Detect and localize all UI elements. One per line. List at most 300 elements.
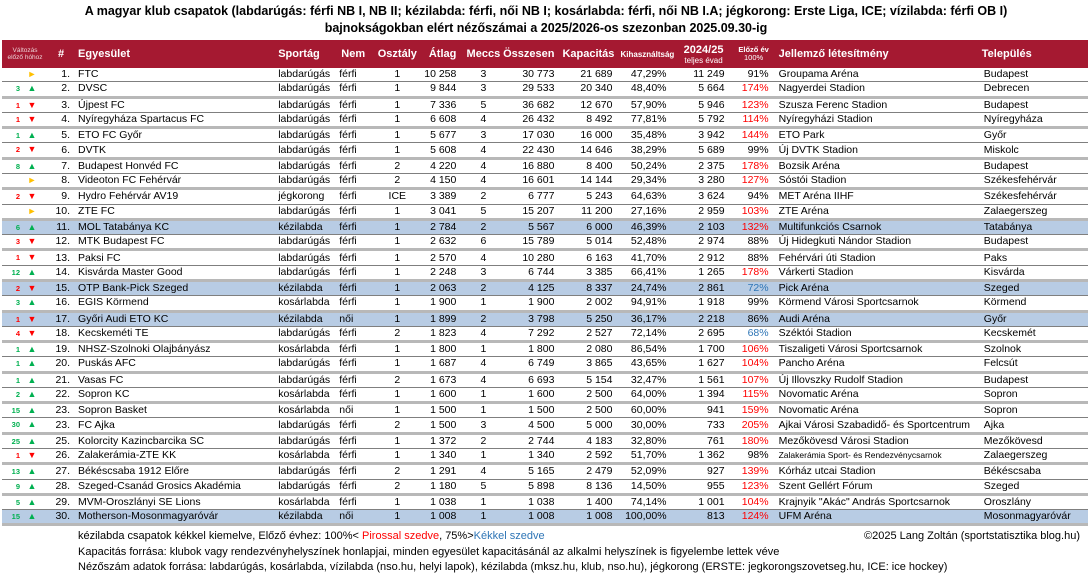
cell-prev_season: 2 695 bbox=[675, 326, 733, 341]
cell-matches: 2 bbox=[464, 219, 502, 234]
cell-avg: 1 899 bbox=[422, 311, 464, 326]
cell-rank-change bbox=[2, 357, 48, 372]
cell-total: 1 340 bbox=[502, 449, 562, 464]
cell-sport: labdarúgás bbox=[274, 265, 337, 280]
cell-name: FTC bbox=[74, 68, 274, 82]
cell-utilization: 32,47% bbox=[620, 372, 674, 387]
table-row bbox=[2, 433, 1088, 448]
up-arrow-icon: ▲ bbox=[27, 344, 37, 355]
cell-utilization: 27,16% bbox=[620, 204, 674, 219]
rank-change-value: 1 bbox=[15, 253, 20, 263]
cell-matches: 2 bbox=[464, 189, 502, 204]
cell-city: Oroszlány bbox=[978, 494, 1088, 509]
cell-total: 36 682 bbox=[502, 97, 562, 112]
cell-capacity: 5 014 bbox=[562, 235, 620, 250]
cell-venue: Mezőkövesd Városi Stadion bbox=[775, 433, 978, 448]
cell-capacity: 5 243 bbox=[562, 189, 620, 204]
cell-rank: 7. bbox=[48, 158, 74, 173]
cell-gender: férfi bbox=[337, 158, 372, 173]
table-row bbox=[2, 357, 1088, 372]
cell-prev_pct: 98% bbox=[733, 449, 775, 464]
cell-prev_pct: 114% bbox=[733, 112, 775, 127]
cell-prev_season: 1 918 bbox=[675, 296, 733, 311]
cell-capacity: 6 163 bbox=[562, 250, 620, 265]
cell-division: 1 bbox=[372, 143, 422, 158]
cell-rank: 3. bbox=[48, 97, 74, 112]
cell-sport: labdarúgás bbox=[274, 433, 337, 448]
cell-avg: 1 372 bbox=[422, 433, 464, 448]
up-arrow-icon: ▲ bbox=[27, 83, 37, 94]
cell-capacity: 2 500 bbox=[562, 403, 620, 418]
cell-prev_season: 761 bbox=[675, 433, 733, 448]
cell-sport: labdarúgás bbox=[274, 372, 337, 387]
copyright-text: ©2025 Lang Zoltán (sportstatisztika blog.hu) bbox=[863, 530, 1080, 543]
cell-city: Körmend bbox=[978, 296, 1088, 311]
cell-city: Zalaegerszeg bbox=[978, 449, 1088, 464]
cell-city: Győr bbox=[978, 128, 1088, 143]
table-row bbox=[2, 128, 1088, 143]
cell-gender: férfi bbox=[337, 235, 372, 250]
cell-avg: 6 608 bbox=[422, 112, 464, 127]
table-row bbox=[2, 112, 1088, 127]
cell-utilization: 48,40% bbox=[620, 82, 674, 97]
cell-city: Sopron bbox=[978, 403, 1088, 418]
cell-sport: labdarúgás bbox=[274, 97, 337, 112]
cell-utilization: 43,65% bbox=[620, 357, 674, 372]
rank-change-value: 8 bbox=[15, 161, 20, 171]
cell-venue: Nyíregyházi Stadion bbox=[775, 112, 978, 127]
cell-prev_season: 2 974 bbox=[675, 235, 733, 250]
cell-avg: 9 844 bbox=[422, 82, 464, 97]
cell-division: 1 bbox=[372, 128, 422, 143]
right-arrow-icon: ► bbox=[27, 205, 37, 216]
cell-rank: 26. bbox=[48, 449, 74, 464]
cell-name: Paksi FC bbox=[74, 250, 274, 265]
cell-city: Mezőkövesd bbox=[978, 433, 1088, 448]
cell-avg: 7 336 bbox=[422, 97, 464, 112]
cell-utilization: 24,74% bbox=[620, 280, 674, 295]
cell-prev_pct: 159% bbox=[733, 403, 775, 418]
cell-utilization: 72,14% bbox=[620, 326, 674, 341]
cell-prev_season: 733 bbox=[675, 418, 733, 433]
cell-capacity: 2 002 bbox=[562, 296, 620, 311]
cell-avg: 1 291 bbox=[422, 464, 464, 479]
cell-total: 4 500 bbox=[502, 418, 562, 433]
cell-matches: 5 bbox=[464, 479, 502, 494]
cell-capacity: 3 385 bbox=[562, 265, 620, 280]
cell-city: Budapest bbox=[978, 158, 1088, 173]
cell-prev_season: 813 bbox=[675, 510, 733, 525]
cell-matches: 5 bbox=[464, 204, 502, 219]
cell-venue: Szusza Ferenc Stadion bbox=[775, 97, 978, 112]
cell-prev_pct: 94% bbox=[733, 189, 775, 204]
up-arrow-icon: ▲ bbox=[27, 388, 37, 399]
cell-division: 1 bbox=[372, 97, 422, 112]
capacity-source-note: Kapacitás forrása: klubok vagy rendezvényhelyszínek honlapjai, minden egyesület kapacitásánál az alkalmi helyszínek is figyelembe lettek véve bbox=[78, 545, 780, 558]
cell-name: Újpest FC bbox=[74, 97, 274, 112]
table-row bbox=[2, 158, 1088, 173]
cell-total: 1 800 bbox=[502, 342, 562, 357]
cell-avg: 1 180 bbox=[422, 479, 464, 494]
cell-city: Szeged bbox=[978, 479, 1088, 494]
rank-change-value: 12 bbox=[11, 267, 20, 277]
cell-rank-change bbox=[2, 219, 48, 234]
cell-name: NHSZ-Szolnoki Olajbányász bbox=[74, 342, 274, 357]
cell-utilization: 66,41% bbox=[620, 265, 674, 280]
cell-rank-change bbox=[2, 128, 48, 143]
cell-utilization: 77,81% bbox=[620, 112, 674, 127]
cell-city: Budapest bbox=[978, 235, 1088, 250]
cell-venue: ZTE Aréna bbox=[775, 204, 978, 219]
table-row bbox=[2, 235, 1088, 250]
cell-name: Békéscsaba 1912 Előre bbox=[74, 464, 274, 479]
cell-gender: férfi bbox=[337, 449, 372, 464]
cell-rank-change bbox=[2, 311, 48, 326]
cell-division: 1 bbox=[372, 112, 422, 127]
cell-prev_season: 941 bbox=[675, 403, 733, 418]
cell-division: 1 bbox=[372, 387, 422, 402]
cell-sport: jégkorong bbox=[274, 189, 337, 204]
cell-total: 5 567 bbox=[502, 219, 562, 234]
down-arrow-icon: ▼ bbox=[27, 252, 37, 263]
cell-rank-change bbox=[2, 464, 48, 479]
cell-rank-change bbox=[2, 510, 48, 525]
cell-rank: 19. bbox=[48, 342, 74, 357]
table-row bbox=[2, 494, 1088, 509]
column-header-rank: # bbox=[48, 40, 74, 68]
cell-venue: Új Illovszky Rudolf Stadion bbox=[775, 372, 978, 387]
cell-sport: kosárlabda bbox=[274, 449, 337, 464]
cell-prev_season: 1 561 bbox=[675, 372, 733, 387]
cell-venue: Új DVTK Stadion bbox=[775, 143, 978, 158]
cell-division: 2 bbox=[372, 464, 422, 479]
cell-avg: 1 823 bbox=[422, 326, 464, 341]
cell-matches: 3 bbox=[464, 265, 502, 280]
cell-division: 1 bbox=[372, 433, 422, 448]
cell-venue: MET Aréna IIHF bbox=[775, 189, 978, 204]
cell-division: 1 bbox=[372, 357, 422, 372]
table-row bbox=[2, 219, 1088, 234]
cell-gender: férfi bbox=[337, 280, 372, 295]
up-arrow-icon: ▲ bbox=[27, 466, 37, 477]
table-row bbox=[2, 265, 1088, 280]
rank-change-value: 2 bbox=[15, 145, 20, 155]
cell-prev_season: 5 689 bbox=[675, 143, 733, 158]
cell-utilization: 38,29% bbox=[620, 143, 674, 158]
cell-rank: 1. bbox=[48, 68, 74, 82]
cell-matches: 4 bbox=[464, 173, 502, 188]
cell-total: 15 207 bbox=[502, 204, 562, 219]
cell-city: Győr bbox=[978, 311, 1088, 326]
cell-prev_pct: 124% bbox=[733, 510, 775, 525]
cell-prev_season: 1 362 bbox=[675, 449, 733, 464]
rank-change-value: 15 bbox=[11, 512, 20, 522]
cell-name: ETO FC Győr bbox=[74, 128, 274, 143]
cell-avg: 2 570 bbox=[422, 250, 464, 265]
cell-rank: 13. bbox=[48, 250, 74, 265]
cell-prev_season: 2 218 bbox=[675, 311, 733, 326]
cell-venue: Szent Gellért Fórum bbox=[775, 479, 978, 494]
legend-red-label: Pirossal szedve bbox=[362, 530, 440, 543]
cell-rank-change bbox=[2, 97, 48, 112]
cell-total: 1 038 bbox=[502, 494, 562, 509]
cell-avg: 4 220 bbox=[422, 158, 464, 173]
cell-gender: férfi bbox=[337, 296, 372, 311]
cell-gender: férfi bbox=[337, 494, 372, 509]
header-row bbox=[2, 40, 1088, 68]
cell-matches: 4 bbox=[464, 250, 502, 265]
cell-prev_pct: 88% bbox=[733, 235, 775, 250]
rank-change-value: 6 bbox=[15, 222, 20, 232]
table-row bbox=[2, 449, 1088, 464]
rank-change-value: 1 bbox=[15, 114, 20, 124]
cell-matches: 2 bbox=[464, 280, 502, 295]
cell-rank-change bbox=[2, 112, 48, 127]
cell-prev_season: 2 861 bbox=[675, 280, 733, 295]
rank-change-value: 3 bbox=[15, 298, 20, 308]
cell-total: 7 292 bbox=[502, 326, 562, 341]
cell-city: Kisvárda bbox=[978, 265, 1088, 280]
cell-division: 1 bbox=[372, 82, 422, 97]
cell-matches: 3 bbox=[464, 418, 502, 433]
prev-pct-label-line1: Előző év bbox=[738, 44, 769, 54]
cell-rank-change bbox=[2, 250, 48, 265]
cell-total: 2 744 bbox=[502, 433, 562, 448]
table-row bbox=[2, 311, 1088, 326]
cell-utilization: 52,09% bbox=[620, 464, 674, 479]
cell-gender: férfi bbox=[337, 387, 372, 402]
column-header-avg: Átlag bbox=[422, 40, 464, 68]
cell-avg: 1 600 bbox=[422, 387, 464, 402]
cell-avg: 2 784 bbox=[422, 219, 464, 234]
cell-utilization: 35,48% bbox=[620, 128, 674, 143]
cell-prev_pct: 104% bbox=[733, 357, 775, 372]
cell-total: 10 280 bbox=[502, 250, 562, 265]
table-row bbox=[2, 372, 1088, 387]
cell-city: Mosonmagyaróvár bbox=[978, 510, 1088, 525]
cell-capacity: 21 689 bbox=[562, 68, 620, 82]
table-row bbox=[2, 418, 1088, 433]
cell-city: Sopron bbox=[978, 387, 1088, 402]
cell-division: 2 bbox=[372, 173, 422, 188]
cell-total: 30 773 bbox=[502, 68, 562, 82]
cell-total: 6 749 bbox=[502, 357, 562, 372]
cell-matches: 4 bbox=[464, 357, 502, 372]
cell-sport: kézilabda bbox=[274, 280, 337, 295]
cell-rank-change bbox=[2, 204, 48, 219]
cell-sport: labdarúgás bbox=[274, 464, 337, 479]
cell-gender: férfi bbox=[337, 128, 372, 143]
cell-capacity: 8 337 bbox=[562, 280, 620, 295]
cell-avg: 2 248 bbox=[422, 265, 464, 280]
cell-division: 1 bbox=[372, 265, 422, 280]
cell-venue: Bozsik Aréna bbox=[775, 158, 978, 173]
cell-prev_season: 5 664 bbox=[675, 82, 733, 97]
rank-change-value: 2 bbox=[15, 192, 20, 202]
cell-division: 1 bbox=[372, 235, 422, 250]
cell-utilization: 14,50% bbox=[620, 479, 674, 494]
cell-utilization: 30,00% bbox=[620, 418, 674, 433]
cell-sport: labdarúgás bbox=[274, 128, 337, 143]
cell-name: Sopron Basket bbox=[74, 403, 274, 418]
cell-gender: férfi bbox=[337, 97, 372, 112]
cell-city: Budapest bbox=[978, 372, 1088, 387]
cell-city: Miskolc bbox=[978, 143, 1088, 158]
cell-division: 1 bbox=[372, 219, 422, 234]
cell-avg: 1 900 bbox=[422, 296, 464, 311]
cell-division: 1 bbox=[372, 510, 422, 525]
cell-division: ICE bbox=[372, 189, 422, 204]
cell-venue: Sóstói Stadion bbox=[775, 173, 978, 188]
cell-prev_pct: 144% bbox=[733, 128, 775, 143]
cell-gender: férfi bbox=[337, 143, 372, 158]
rank-change-value: 2 bbox=[15, 283, 20, 293]
cell-avg: 1 500 bbox=[422, 418, 464, 433]
cell-prev_pct: 139% bbox=[733, 464, 775, 479]
cell-capacity: 1 008 bbox=[562, 510, 620, 525]
cell-name: MVM-Oroszlányi SE Lions bbox=[74, 494, 274, 509]
up-arrow-icon: ▲ bbox=[27, 160, 37, 171]
cell-rank-change bbox=[2, 494, 48, 509]
cell-rank: 23. bbox=[48, 418, 74, 433]
cell-matches: 1 bbox=[464, 342, 502, 357]
column-header-city: Település bbox=[978, 40, 1088, 68]
cell-matches: 4 bbox=[464, 326, 502, 341]
cell-gender: férfi bbox=[337, 326, 372, 341]
cell-division: 1 bbox=[372, 68, 422, 82]
cell-prev_season: 1 627 bbox=[675, 357, 733, 372]
cell-capacity: 12 670 bbox=[562, 97, 620, 112]
cell-sport: labdarúgás bbox=[274, 235, 337, 250]
cell-gender: férfi bbox=[337, 265, 372, 280]
cell-capacity: 3 865 bbox=[562, 357, 620, 372]
cell-prev_pct: 178% bbox=[733, 265, 775, 280]
cell-rank: 6. bbox=[48, 143, 74, 158]
cell-total: 1 500 bbox=[502, 403, 562, 418]
cell-matches: 3 bbox=[464, 82, 502, 97]
cell-sport: labdarúgás bbox=[274, 250, 337, 265]
cell-rank-change bbox=[2, 82, 48, 97]
cell-gender: férfi bbox=[337, 68, 372, 82]
cell-prev_pct: 107% bbox=[733, 372, 775, 387]
cell-city: Tatabánya bbox=[978, 219, 1088, 234]
cell-rank-change bbox=[2, 418, 48, 433]
down-arrow-icon: ▼ bbox=[27, 313, 37, 324]
table-row bbox=[2, 68, 1088, 82]
cell-matches: 2 bbox=[464, 433, 502, 448]
cell-prev_pct: 178% bbox=[733, 158, 775, 173]
cell-avg: 1 800 bbox=[422, 342, 464, 357]
cell-avg: 1 673 bbox=[422, 372, 464, 387]
cell-venue: Novomatic Aréna bbox=[775, 387, 978, 402]
cell-capacity: 8 492 bbox=[562, 112, 620, 127]
up-arrow-icon: ▲ bbox=[27, 374, 37, 385]
cell-venue: Várkerti Stadion bbox=[775, 265, 978, 280]
cell-division: 1 bbox=[372, 449, 422, 464]
cell-total: 5 898 bbox=[502, 479, 562, 494]
cell-division: 1 bbox=[372, 296, 422, 311]
rank-change-value: 1 bbox=[15, 100, 20, 110]
cell-city: Budapest bbox=[978, 68, 1088, 82]
rank-change-value: 1 bbox=[15, 131, 20, 141]
rank-change-value: 1 bbox=[15, 375, 20, 385]
cell-rank: 11. bbox=[48, 219, 74, 234]
cell-prev_pct: 123% bbox=[733, 97, 775, 112]
table-row bbox=[2, 204, 1088, 219]
cell-name: DVSC bbox=[74, 82, 274, 97]
cell-name: MTK Budapest FC bbox=[74, 235, 274, 250]
cell-rank: 20. bbox=[48, 357, 74, 372]
cell-capacity: 14 646 bbox=[562, 143, 620, 158]
down-arrow-icon: ▼ bbox=[27, 99, 37, 110]
cell-rank-change bbox=[2, 342, 48, 357]
cell-name: Puskás AFC bbox=[74, 357, 274, 372]
cell-matches: 4 bbox=[464, 143, 502, 158]
cell-total: 1 900 bbox=[502, 296, 562, 311]
cell-utilization: 47,29% bbox=[620, 68, 674, 82]
cell-prev_pct: 91% bbox=[733, 68, 775, 82]
cell-division: 2 bbox=[372, 479, 422, 494]
cell-name: OTP Bank-Pick Szeged bbox=[74, 280, 274, 295]
cell-gender: férfi bbox=[337, 464, 372, 479]
cell-avg: 5 677 bbox=[422, 128, 464, 143]
attendance-source-note: Nézőszám adatok forrása: labdarúgás, kosárlabda, vízilabda (nso.hu, helyi lapok), kézilabda (mksz.hu, klub, nso.hu), jégkorong (ERSTE: jegkorongszovetseg.hu, ICE: ice hockey) bbox=[78, 561, 948, 574]
cell-utilization: 29,34% bbox=[620, 173, 674, 188]
cell-venue: Tiszaligeti Városi Sportcsarnok bbox=[775, 342, 978, 357]
cell-venue: Pick Aréna bbox=[775, 280, 978, 295]
cell-prev_season: 2 375 bbox=[675, 158, 733, 173]
cell-division: 2 bbox=[372, 418, 422, 433]
down-arrow-icon: ▼ bbox=[27, 236, 37, 247]
cell-rank: 28. bbox=[48, 479, 74, 494]
cell-name: Vasas FC bbox=[74, 372, 274, 387]
cell-name: Nyíregyháza Spartacus FC bbox=[74, 112, 274, 127]
cell-total: 3 798 bbox=[502, 311, 562, 326]
table-row bbox=[2, 250, 1088, 265]
cell-sport: kosárlabda bbox=[274, 403, 337, 418]
cell-venue: Pancho Aréna bbox=[775, 357, 978, 372]
up-arrow-icon: ▲ bbox=[27, 435, 37, 446]
cell-prev_pct: 99% bbox=[733, 143, 775, 158]
cell-venue: Ajkai Városi Szabadidő- és Sportcentrum bbox=[775, 418, 978, 433]
cell-rank-change bbox=[2, 326, 48, 341]
cell-total: 1 600 bbox=[502, 387, 562, 402]
page-title bbox=[0, 0, 1092, 37]
rank-change-value: 30 bbox=[11, 420, 20, 430]
cell-utilization: 74,14% bbox=[620, 494, 674, 509]
down-arrow-icon: ▼ bbox=[27, 144, 37, 155]
cell-avg: 1 340 bbox=[422, 449, 464, 464]
cell-name: Kisvárda Master Good bbox=[74, 265, 274, 280]
cell-sport: kosárlabda bbox=[274, 296, 337, 311]
cell-sport: labdarúgás bbox=[274, 82, 337, 97]
cell-rank: 25. bbox=[48, 433, 74, 448]
cell-utilization: 51,70% bbox=[620, 449, 674, 464]
cell-total: 16 601 bbox=[502, 173, 562, 188]
cell-prev_pct: 132% bbox=[733, 219, 775, 234]
footer-notes bbox=[78, 529, 1092, 576]
cell-rank-change bbox=[2, 479, 48, 494]
up-arrow-icon: ▲ bbox=[27, 405, 37, 416]
cell-division: 2 bbox=[372, 372, 422, 387]
cell-utilization: 60,00% bbox=[620, 403, 674, 418]
rank-change-value: 3 bbox=[15, 237, 20, 247]
cell-capacity: 8 400 bbox=[562, 158, 620, 173]
cell-total: 6 744 bbox=[502, 265, 562, 280]
column-header-total: Összesen bbox=[502, 40, 562, 68]
cell-avg: 2 632 bbox=[422, 235, 464, 250]
table-row bbox=[2, 387, 1088, 402]
